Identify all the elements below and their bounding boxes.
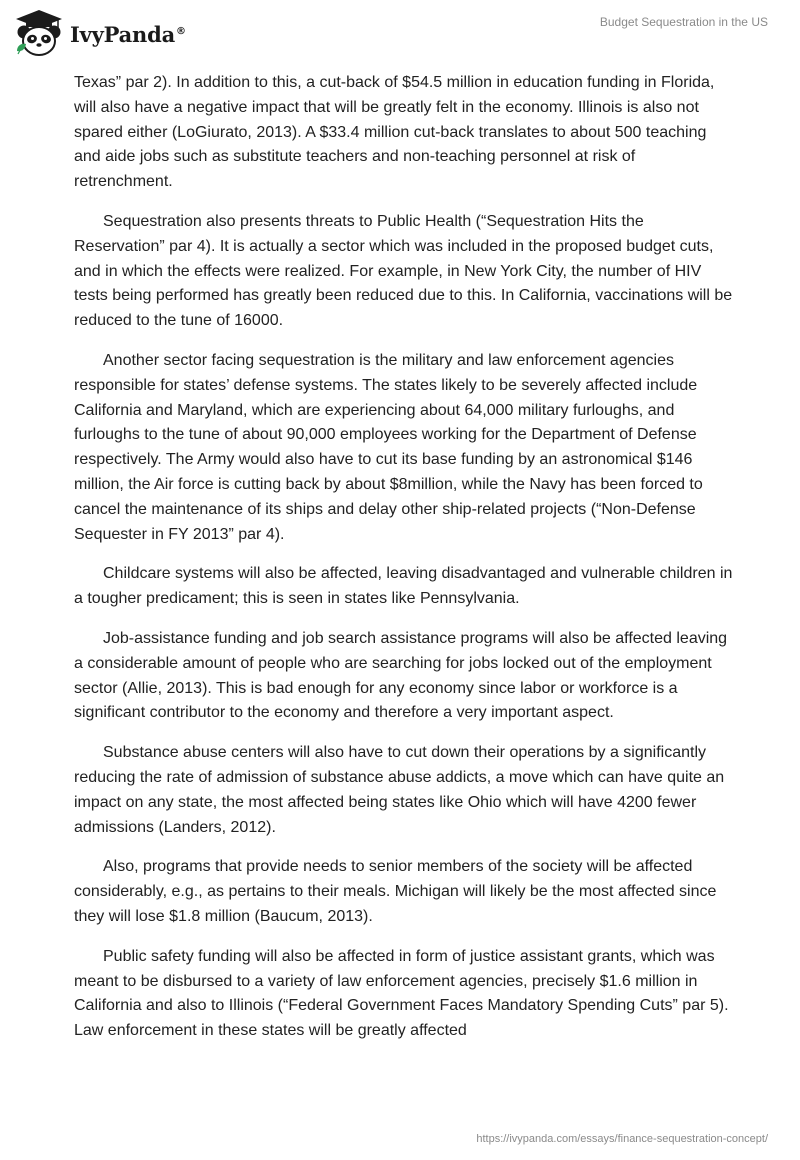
brand-name: IvyPanda (70, 21, 176, 47)
paragraph: Another sector facing sequestration is the military and law enforcement agencies responsible for states’ defense systems. The states likely to be severely affected include California and Maryland, which are experiencing about 64,000 military furloughs, and furloughs to the tune of about 90,000 employees working for the Department of Defense respectively. The Army would also have to cut its base funding by an astronomical $146 million, the Air force is cutting back by about $8million, while the Navy has been forced to cancel the maintenance of its ships and delay other ship-related projects (“Non-Defense Sequester in FY 2013” par 4). (74, 351, 703, 543)
page-header (0, 0, 800, 64)
paragraph: Public safety funding will also be affected in form of justice assistant grants, which was meant to be disbursed to a variety of law enforcement agencies, precisely $1.6 million in California and also to Illinois (“Federal Government Faces Mandatory Spending Cuts” par 5). Law enforcement in these states will be greatly affected (74, 947, 729, 1040)
source-url[interactable]: https://ivypanda.com/essays/finance-sequestration-concept/ (476, 1133, 768, 1145)
panda-graduate-icon (14, 9, 64, 57)
document-title: Budget Sequestration in the US (599, 15, 768, 29)
paragraph: Texas” par 2). In addition to this, a cut-back of $54.5 million in education funding in Florida, will also have a negative impact that will be greatly felt in the economy. Illinois is also not spared either (LoGiurato, 2013). A $33.4 million cut-back translates to about 500 teaching and aide jobs such as substitute teachers and non-teaching personnel at risk of retrenchment. (74, 74, 715, 191)
paragraph: Substance abuse centers will also have to cut down their operations by a significantly reducing the rate of admission of substance abuse addicts, a move which can have quite an impact on any state, the most affected being states like Ohio which will have 4200 fewer admissions (Landers, 2012). (74, 744, 725, 836)
essay-body (74, 71, 734, 1059)
ivypanda-logo[interactable] (14, 9, 186, 57)
paragraph: Also, programs that provide needs to senior members of the society will be affected considerably, e.g., as pertains to their meals. Michigan will likely be the most affected since they will lose $1.8 million (Baucum, 2013). (74, 858, 717, 925)
paragraph: Sequestration also presents threats to Public Health (“Sequestration Hits the Reservation” par 4). It is actually a sector which was included in the proposed budget cuts, and in which the effects were realized. For example, in New York City, the number of HIV tests being performed has greatly been reduced due to this. In California, vaccinations will be reduced to the tune of 16000. (74, 212, 733, 330)
paragraph: Childcare systems will also be affected, leaving disadvantaged and vulnerable children in a tougher predicament; this is seen in states like Pennsylvania. (74, 565, 733, 608)
logo-text (70, 22, 186, 47)
paragraph: Job-assistance funding and job search assistance programs will also be affected leaving a considerable amount of people who are searching for jobs locked out of the employment sector (Allie, 2013). This is bad enough for any economy since labor or workforce is a significant contributor to the economy and therefore a very important aspect. (74, 629, 728, 722)
registered-mark: ® (176, 25, 186, 37)
